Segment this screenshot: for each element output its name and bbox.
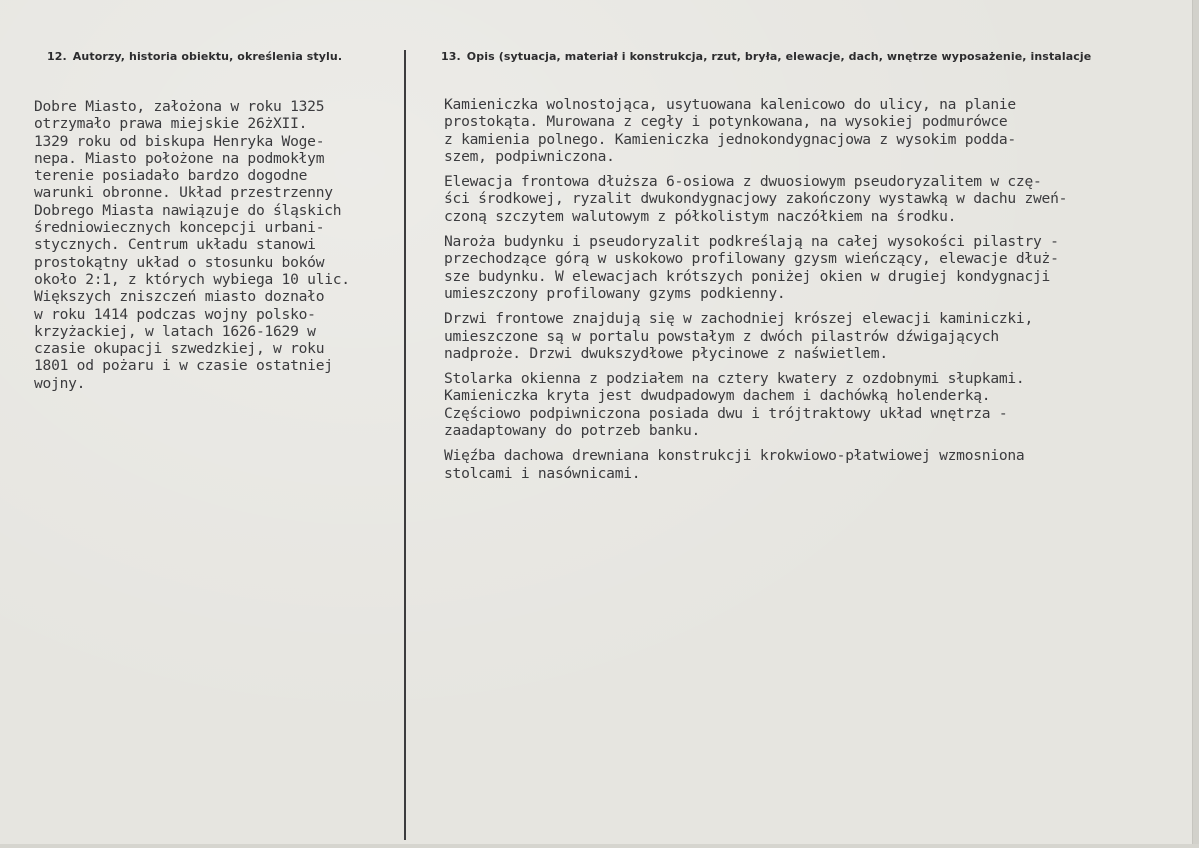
sheet-right-edge (1192, 0, 1199, 848)
history-line: wojny. (34, 374, 86, 392)
description-line: Naroża budynku i pseudoryzalit podkreślają na całej wysokości pilastry - (444, 233, 1059, 251)
description-line: umieszczony profilowany gzyms podkienny. (444, 284, 786, 302)
description-line: stolcami i nasównicami. (444, 464, 641, 482)
description-paragraph-corners (444, 233, 1067, 302)
description-line: Kamieniczka wolnostojąca, usytuowana kalenicowo do ulicy, na planie (444, 96, 1016, 113)
history-line: nepa. Miasto położone na podmokłym (34, 149, 325, 167)
description-paragraph-windows (444, 370, 1067, 439)
field-12-label: Autorzy, historia obiektu, określenia stylu. (72, 50, 343, 63)
field-12-heading (47, 50, 342, 63)
history-line: około 2:1, z których wybiega 10 ulic. (34, 270, 350, 288)
history-line: otrzymało prawa miejskie 26żXII. (34, 115, 308, 133)
history-line: prostokątny układ o stosunku boków (34, 253, 325, 271)
description-line: Elewacja frontowa dłuższa 6-osiowa z dwuosiowym pseudoryzalitem w czę- (444, 173, 1042, 191)
description-line: Więźba dachowa drewniana konstrukcji krokwiowo-płatwiowej wzmosniona (444, 447, 1025, 465)
history-text-block (34, 98, 350, 392)
description-line: czoną szczytem walutowym z półkolistym naczółkiem na środku. (444, 207, 957, 225)
history-line: warunki obronne. Układ przestrzenny (34, 184, 333, 202)
description-paragraph-roof (444, 447, 1067, 482)
history-line: stycznych. Centrum układu stanowi (34, 236, 316, 254)
description-line: z kamienia polnego. Kamieniczka jednokondygnacjowa z wysokim podda- (444, 130, 1016, 148)
description-line: przechodzące górą w uskokowo profilowany gzysm wieńczący, elewacje dłuż- (444, 250, 1059, 268)
description-paragraph-doors (444, 310, 1067, 362)
description-line: Kamieniczka kryta jest dwudpadowym dachem i dachówką holenderką. (444, 387, 991, 405)
description-paragraph-situation (444, 96, 1067, 165)
description-line: Częściowo podpiwniczona posiada dwu i trójtraktowy układ wnętrza - (444, 404, 1008, 422)
column-divider (404, 50, 406, 840)
description-line: zaadaptowany do potrzeb banku. (444, 422, 701, 440)
description-line: szem, podpiwniczona. (444, 147, 615, 165)
history-line: Dobrego Miasta nawiązuje do śląskich (34, 201, 342, 219)
description-line: nadproże. Drzwi dwukszydłowe płycinowe z naświetlem. (444, 344, 888, 362)
description-line: Drzwi frontowe znajdują się w zachodniej krószej elewacji kaminiczki, (444, 310, 1033, 328)
history-line: 1329 roku od biskupa Henryka Woge- (34, 132, 325, 150)
description-text-block (444, 96, 1067, 490)
description-line: sze budynku. W elewacjach krótszych poniżej okien w drugiej kondygnacji (444, 267, 1051, 285)
history-line: Dobre Miasto, założona w roku 1325 (34, 98, 325, 115)
history-line: średniowiecznych koncepcji urbani- (34, 219, 325, 237)
history-line: Większych zniszczeń miasto doznało (34, 288, 325, 306)
history-line: czasie okupacji szwedzkiej, w roku (34, 340, 325, 358)
sheet-bottom-edge (0, 844, 1199, 848)
field-12-number: 12. (47, 50, 67, 63)
field-13-heading (441, 50, 1091, 63)
field-13-prefix: Opis (466, 50, 495, 63)
description-line: ści środkowej, ryzalit dwukondygnacjowy zakończony wystawką w dachu zweń- (444, 190, 1068, 208)
description-line: prostokąta. Murowana z cegły i potynkowana, na wysokiej podmurówce (444, 113, 1008, 131)
field-13-label: (sytuacja, materiał i konstrukcja, rzut, bryła, elewacje, dach, wnętrze wyposażenie, instalacje (498, 50, 1092, 63)
history-line: 1801 od pożaru i w czasie ostatniej (34, 357, 333, 375)
description-paragraph-facade (444, 173, 1067, 225)
history-line: w roku 1414 podczas wojny polsko- (34, 305, 316, 323)
description-line: umieszczone są w portalu powstałym z dwóch pilastrów dźwigających (444, 327, 999, 345)
description-line: Stolarka okienna z podziałem na cztery kwatery z ozdobnymi słupkami. (444, 370, 1025, 388)
history-line: krzyżackiej, w latach 1626-1629 w (34, 322, 316, 340)
field-13-number: 13. (441, 50, 461, 63)
history-line: terenie posiadało bardzo dogodne (34, 167, 308, 185)
